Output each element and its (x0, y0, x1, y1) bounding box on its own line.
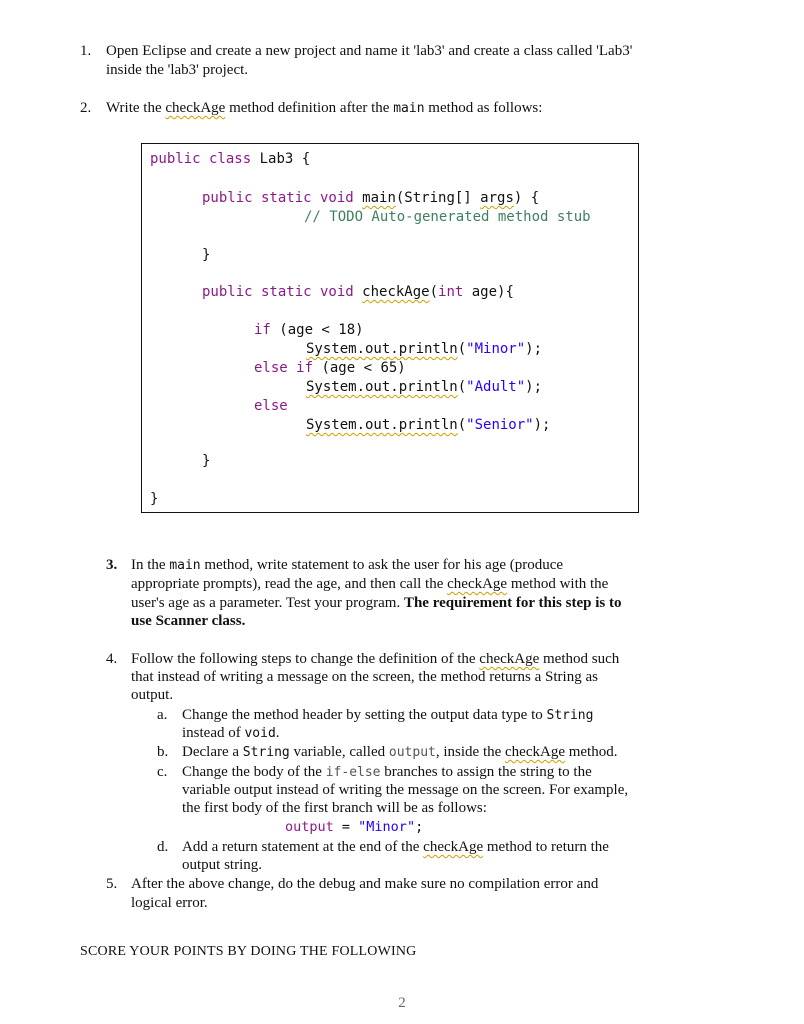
keyword-else: else (254, 398, 288, 414)
step-4d-line-1 (182, 838, 609, 856)
else-if-condition: (age < 65) (313, 360, 406, 376)
step-4d-method-checkage: checkAge (423, 839, 484, 855)
method-main: main (362, 190, 396, 206)
paren-3: ( (457, 417, 467, 433)
step-4-text-a: Follow the following steps to change the definition of the (131, 651, 480, 667)
if-condition: (age < 18) (270, 322, 364, 338)
keyword-public-class: public class (150, 151, 252, 167)
code-close-class: } (150, 491, 159, 507)
step-4-number: 4. (106, 651, 118, 667)
sysout-2: System.out.println (306, 379, 458, 395)
step-4c-text-b: branches to assign the string to the (380, 764, 592, 780)
step-5-number: 5. (106, 876, 118, 892)
paren-1: ( (457, 341, 467, 357)
step-2-text-b: method definition after the (225, 100, 394, 116)
step-4c-code-example (285, 818, 423, 836)
page-number: 2 (398, 995, 406, 1011)
step-4a-line-1 (182, 706, 593, 725)
step-3-line-3 (131, 594, 621, 612)
step-1-line-2: inside the 'lab3' project. (106, 62, 249, 78)
code-comment-todo: // TODO Auto-generated method stub (304, 209, 591, 225)
main-signature-a: (String[] (395, 190, 481, 206)
step-4-line-3: output. (131, 687, 174, 703)
keyword-if: if (254, 322, 271, 338)
step-4-method-checkage: checkAge (479, 651, 540, 667)
step-3-method-checkage: checkAge (447, 576, 508, 592)
checkage-paren: ( (429, 284, 439, 300)
step-4a-period: . (275, 725, 280, 741)
class-name: Lab3 { (251, 151, 311, 167)
step-4a-text: Change the method header by setting the output data type to (182, 707, 547, 723)
step-3-text-e: user's age as a parameter. Test your program. (131, 595, 404, 611)
string-minor: "Minor" (466, 341, 526, 357)
step-4d-text-a: Add a return statement at the end of the (182, 839, 424, 855)
sysout-1: System.out.println (306, 341, 458, 357)
code-line-checkage (202, 283, 514, 301)
step-4b-text-b: variable, called (289, 744, 389, 760)
step-3-line-2 (131, 575, 608, 593)
code-line-print-senior (306, 416, 550, 434)
example-string-minor: "Minor" (358, 819, 416, 835)
step-2-text (106, 99, 542, 118)
step-4b-text-d: method. (564, 744, 618, 760)
step-4c-text-a: Change the body of the (182, 764, 326, 780)
step-5-line-1: After the above change, do the debug and make sure no compilation error and (131, 876, 599, 892)
step-4d-letter: d. (157, 839, 169, 855)
code-line-else (254, 397, 288, 415)
end-paren-1: ); (525, 341, 543, 357)
string-senior: "Senior" (466, 417, 534, 433)
code-line-print-minor (306, 340, 542, 358)
step-4d-text-b: method to return the (483, 839, 609, 855)
step-3-number: 3. (106, 557, 118, 573)
step-4b-text-c: , inside the (435, 744, 506, 760)
keyword-int: int (438, 284, 464, 300)
score-heading: SCORE YOUR POINTS BY DOING THE FOLLOWING (80, 944, 417, 959)
step-3-requirement: The requirement for this step is to (403, 595, 622, 611)
code-close-main: } (202, 247, 211, 263)
example-var-output: output (285, 819, 334, 835)
code-line-else-if (254, 359, 406, 377)
end-paren-3: ); (533, 417, 551, 433)
step-4b-letter: b. (157, 744, 169, 760)
step-2-method-checkage: checkAge (165, 100, 226, 116)
step-3-text-c: appropriate prompts), read the age, and then call the (131, 576, 448, 592)
keyword-else-if: else if (254, 360, 314, 376)
step-3-line-4: use Scanner class. (131, 613, 246, 629)
step-4d-line-2: output string. (182, 857, 263, 873)
step-3-text-b: method, write statement to ask the user for his age (produce (200, 557, 564, 573)
code-line-class (150, 150, 310, 168)
end-paren-2: ); (525, 379, 543, 395)
step-4-line-1 (131, 650, 619, 668)
step-3-method-main: main (169, 558, 201, 573)
step-4b-method-checkage: checkAge (505, 744, 565, 760)
string-adult: "Adult" (466, 379, 526, 395)
step-4c-line-3: the first body of the first branch will be as follows: (182, 800, 487, 816)
step-4-line-2: that instead of writing a message on the screen, the method returns a String as (131, 669, 598, 685)
keyword-public-static-void: public static void (202, 190, 354, 206)
step-3-text-d: method with the (507, 576, 609, 592)
step-4b-code-output: output (388, 745, 436, 760)
step-4a-line-2 (182, 724, 280, 743)
main-signature-b: ) { (513, 190, 540, 206)
keyword-public-static-void-2: public static void (202, 284, 354, 300)
code-line-print-adult (306, 378, 542, 396)
step-4c-code-if-else: if-else (325, 765, 381, 780)
step-4b-text-a: Declare a (182, 744, 243, 760)
step-2-method-main: main (393, 101, 425, 116)
step-4b-line-1 (182, 743, 617, 762)
step-4a-code-string: String (546, 708, 594, 723)
method-checkage: checkAge (362, 284, 430, 300)
example-semicolon: ; (415, 819, 424, 835)
step-2-text-c: method as follows: (424, 100, 543, 116)
step-3-line-1 (131, 556, 563, 575)
step-3-text-a: In the (131, 557, 170, 573)
step-4c-letter: c. (157, 764, 168, 780)
paren-2: ( (457, 379, 467, 395)
step-4a-code-void: void (244, 726, 276, 741)
step-2-number: 2. (80, 100, 92, 116)
step-4a-text-2: instead of (182, 725, 245, 741)
step-1-number: 1. (80, 43, 92, 59)
sysout-3: System.out.println (306, 417, 458, 433)
step-4b-code-string: String (242, 745, 290, 760)
example-equals: = (333, 819, 359, 835)
step-1-line-1: Open Eclipse and create a new project and name it 'lab3' and create a class called 'Lab3' (106, 43, 633, 59)
step-2-text-a: Write the (106, 100, 166, 116)
code-close-checkage: } (202, 453, 211, 469)
step-4c-line-2: variable output instead of writing the message on the screen. For example, (182, 782, 629, 798)
step-4c-line-1 (182, 763, 592, 782)
step-5-line-2: logical error. (131, 895, 208, 911)
checkage-params: age){ (463, 284, 514, 300)
code-line-if (254, 321, 364, 339)
step-4-text-b: method such (539, 651, 620, 667)
main-args: args (480, 190, 514, 206)
code-line-main (202, 189, 539, 207)
step-4a-letter: a. (157, 707, 168, 723)
